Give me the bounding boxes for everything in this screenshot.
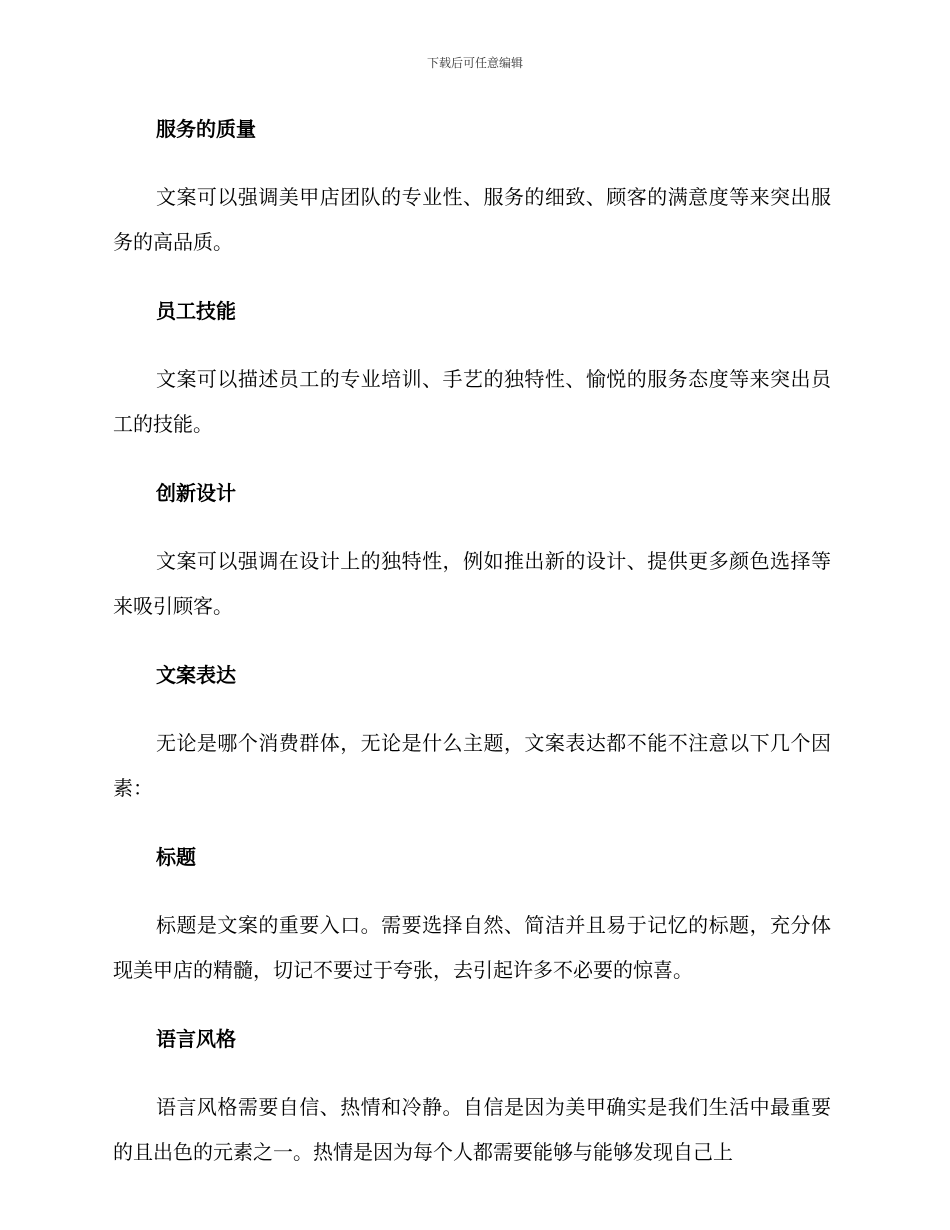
section-heading: 语言风格 bbox=[156, 1027, 236, 1051]
section-title bbox=[113, 834, 831, 993]
section-heading: 创新设计 bbox=[156, 481, 236, 505]
section-copy-expression bbox=[113, 652, 831, 811]
section-staff-skills bbox=[113, 288, 831, 447]
header-note: 下载后可任意编辑 bbox=[426, 56, 523, 70]
section-heading: 文案表达 bbox=[156, 663, 236, 687]
section-language-style bbox=[113, 1016, 831, 1175]
section-paragraph: 标题是文案的重要入口。需要选择自然、简洁并且易于记忆的标题，充分体现美甲店的精髓，切记不要过于夸张，去引起许多不必要的惊喜。 bbox=[113, 913, 831, 982]
section-heading: 员工技能 bbox=[156, 299, 236, 323]
document-body bbox=[113, 106, 831, 1198]
section-paragraph: 语言风格需要自信、热情和冷静。自信是因为美甲确实是我们生活中最重要的且出色的元素之一。热情是因为每个人都需要能够与能够发现自己上 bbox=[113, 1095, 831, 1164]
section-paragraph: 无论是哪个消费群体，无论是什么主题，文案表达都不能不注意以下几个因素： bbox=[113, 731, 831, 800]
section-paragraph: 文案可以描述员工的专业培训、手艺的独特性、愉悦的服务态度等来突出员工的技能。 bbox=[113, 367, 831, 436]
section-innovative-design bbox=[113, 470, 831, 629]
section-paragraph: 文案可以强调在设计上的独特性，例如推出新的设计、提供更多颜色选择等来吸引顾客。 bbox=[113, 549, 831, 618]
section-heading: 标题 bbox=[156, 845, 196, 869]
section-heading: 服务的质量 bbox=[156, 117, 256, 141]
section-paragraph: 文案可以强调美甲店团队的专业性、服务的细致、顾客的满意度等来突出服务的高品质。 bbox=[113, 185, 831, 254]
section-service-quality bbox=[113, 106, 831, 265]
